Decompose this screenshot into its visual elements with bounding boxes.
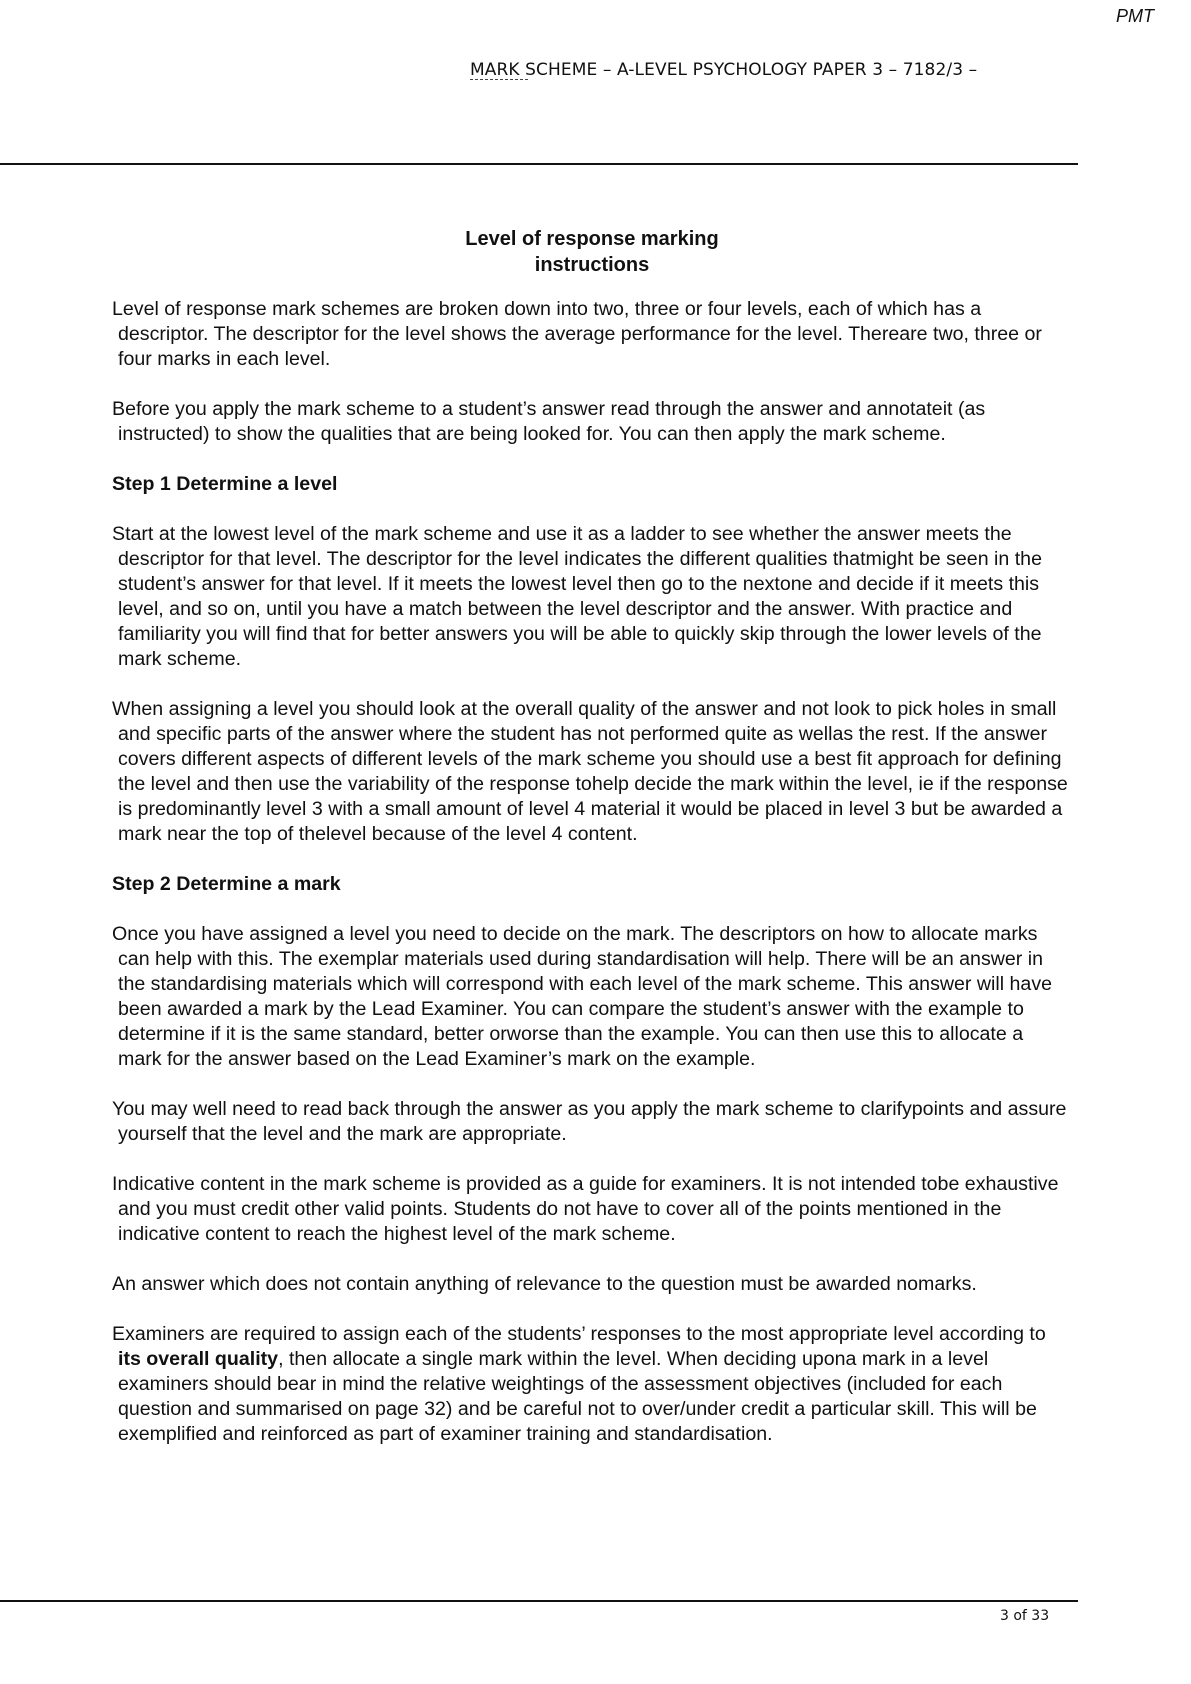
section-title bbox=[392, 226, 792, 278]
overall-quality-emphasis: its overall quality bbox=[118, 1348, 279, 1370]
paragraph-step2-mark: Once you have assigned a level you need to decide on the mark. The descriptors on how to allocate marks can help with this. The exemplar materials used during standardisation will help. There will be an answer in the standardising materials which will correspond with each level of the mark scheme. This answer will have been awarded a mark by the Lead Examiner. You can compare the student’s answer with the example to determine if it is the same standard, better orworse than the example. You can then use this to allocate a mark for the answer based on the Lead Examiner’s mark on the example. bbox=[112, 923, 1053, 1070]
corner-mark: PMT bbox=[1116, 6, 1154, 26]
footer-divider bbox=[0, 1600, 1078, 1602]
heading-step-1: Step 1 Determine a level bbox=[112, 473, 338, 495]
header-title: MARK SCHEME – A-LEVEL PSYCHOLOGY PAPER 3 – 7182/3 – bbox=[470, 60, 978, 80]
paragraph-no-relevance: An answer which does not contain anything of relevance to the question must be awarded nomarks. bbox=[112, 1273, 977, 1295]
page-number: 3 of 33 bbox=[1000, 1608, 1050, 1624]
section-title-line1: Level of response marking bbox=[465, 228, 719, 250]
paragraph-step1-best-fit: When assigning a level you should look at the overall quality of the answer and not look to pick holes in small and specific parts of the answer where the student has not performed quite as wellas the rest. If the answer covers different aspects of different levels of the mark scheme you should use a best fit approach for defining the level and then use the variability of the response tohelp decide the mark within the level, ie if the response is predominantly level 3 with a small amount of level 4 material it would be placed in level 3 but be awarded a mark near the top of thelevel because of the level 4 content. bbox=[112, 698, 1068, 845]
body-content bbox=[112, 297, 1070, 1447]
paragraph-intro: Level of response mark schemes are broken down into two, three or four levels, each of which has a descriptor. The descriptor for the level shows the average performance for the level. Thereare two, three or four marks in each level. bbox=[112, 298, 1042, 370]
overall-quality-text-after: , then allocate a single mark within the level. When deciding upona mark in a level examiners should bear in mind the relative weightings of the assessment objectives (included for each question and summarised on page 32) and be careful not to over/under credit a particular skill. This will be exemplified and reinforced as part of examiner training and standardisation. bbox=[118, 1348, 1037, 1445]
header-divider bbox=[0, 163, 1078, 165]
paragraph-step1-ladder: Start at the lowest level of the mark scheme and use it as a ladder to see whether the answer meets the descriptor for that level. The descriptor for the level indicates the different qualities thatmight be seen in the student’s answer for that level. If it meets the lowest level then go to the nextone and decide if it meets this level, and so on, until you have a match between the level descriptor and the answer. With practice and familiarity you will find that for better answers you will be able to quickly skip through the lower levels of the mark scheme. bbox=[112, 523, 1042, 670]
header-underline bbox=[470, 79, 528, 80]
overall-quality-text-before: Examiners are required to assign each of the students’ responses to the most appropriate level according to bbox=[112, 1323, 1046, 1345]
paragraph-indicative-content: Indicative content in the mark scheme is provided as a guide for examiners. It is not intended tobe exhaustive and you must credit other valid points. Students do not have to cover all of the points mentioned in the indicative content to reach the highest level of the mark scheme. bbox=[112, 1173, 1059, 1245]
section-title-line2: instructions bbox=[534, 254, 650, 276]
heading-step-2: Step 2 Determine a mark bbox=[112, 873, 341, 895]
paragraph-before-apply: Before you apply the mark scheme to a student’s answer read through the answer and annotateit (as instructed) to show the qualities that are being looked for. You can then apply the mark scheme. bbox=[112, 398, 986, 445]
paragraph-overall-quality bbox=[112, 1322, 1070, 1447]
paragraph-read-back: You may well need to read back through the answer as you apply the mark scheme to clarifypoints and assure yourself that the level and the mark are appropriate. bbox=[112, 1098, 1067, 1145]
